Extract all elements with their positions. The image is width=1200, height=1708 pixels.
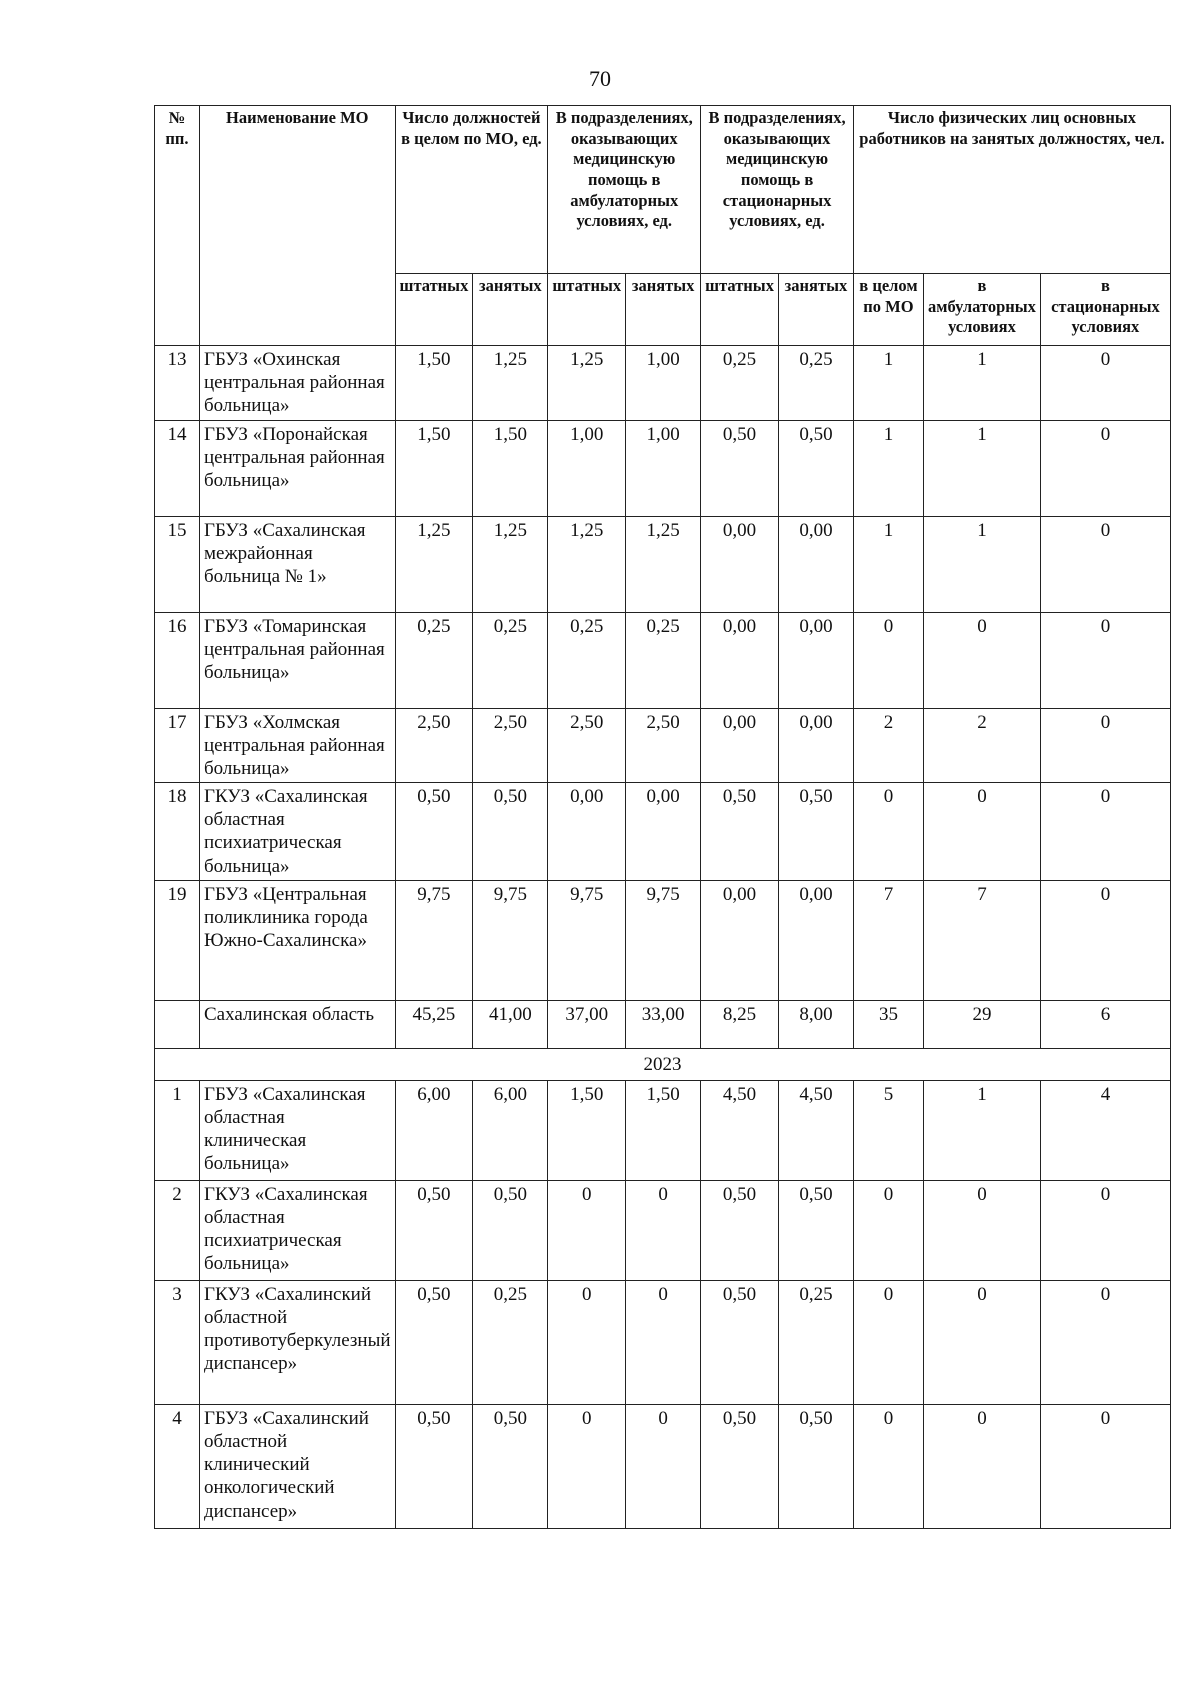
value-cell: 8,25 <box>701 1000 779 1048</box>
value-cell: 1,00 <box>626 346 701 421</box>
row-number: 13 <box>155 346 200 421</box>
value-cell: 0 <box>1040 1404 1170 1528</box>
value-cell: 1,25 <box>548 516 626 612</box>
row-number: 17 <box>155 708 200 783</box>
value-cell: 0 <box>853 612 923 708</box>
value-cell: 1,25 <box>473 516 548 612</box>
header-group-persons: Число физических лиц основных работников на занятых должностях, чел. <box>853 106 1170 274</box>
value-cell: 0 <box>853 1280 923 1404</box>
value-cell: 1,25 <box>473 346 548 421</box>
value-cell: 0 <box>626 1180 701 1280</box>
value-cell: 0,50 <box>701 783 779 881</box>
value-cell: 29 <box>923 1000 1040 1048</box>
table-row <box>155 783 1171 881</box>
value-cell: 1,50 <box>548 1080 626 1180</box>
table-row <box>155 880 1171 1000</box>
organization-name: ГБУЗ «Холмская центральная районная больница» <box>200 708 396 783</box>
table-row <box>155 1080 1171 1180</box>
value-cell: 33,00 <box>626 1000 701 1048</box>
value-cell: 1 <box>923 1080 1040 1180</box>
value-cell: 45,25 <box>395 1000 473 1048</box>
header-group-total: Число должностей в целом по МО, ед. <box>395 106 548 274</box>
value-cell: 1,50 <box>395 420 473 516</box>
header-zanyat: занятых <box>778 274 853 346</box>
value-cell: 37,00 <box>548 1000 626 1048</box>
staffing-table <box>154 105 1171 1529</box>
table-row <box>155 1180 1171 1280</box>
value-cell: 2,50 <box>395 708 473 783</box>
organization-name: ГБУЗ «Сахалинская областная клиническая больница» <box>200 1080 396 1180</box>
table-row <box>155 612 1171 708</box>
total-row <box>155 1000 1171 1048</box>
value-cell: 2,50 <box>548 708 626 783</box>
header-no: № пп. <box>155 106 200 346</box>
value-cell: 8,00 <box>778 1000 853 1048</box>
value-cell: 7 <box>923 880 1040 1000</box>
table-row <box>155 1404 1171 1528</box>
value-cell: 1 <box>923 346 1040 421</box>
header-zanyat: занятых <box>626 274 701 346</box>
value-cell: 5 <box>853 1080 923 1180</box>
value-cell: 0,50 <box>701 420 779 516</box>
value-cell: 0,50 <box>778 1180 853 1280</box>
table-row <box>155 516 1171 612</box>
value-cell: 0,25 <box>701 346 779 421</box>
value-cell: 4 <box>1040 1080 1170 1180</box>
value-cell: 0 <box>548 1404 626 1528</box>
value-cell: 0 <box>1040 783 1170 881</box>
page-number: 70 <box>589 66 611 91</box>
value-cell: 0,00 <box>778 880 853 1000</box>
value-cell: 0 <box>1040 420 1170 516</box>
value-cell: 7 <box>853 880 923 1000</box>
value-cell: 1,00 <box>548 420 626 516</box>
header-group-amb: В подразделениях, оказывающих медицинскую помощь в амбулаторных условиях, ед. <box>548 106 701 274</box>
value-cell: 41,00 <box>473 1000 548 1048</box>
header-name: Наименование МО <box>200 106 396 346</box>
row-number <box>155 1000 200 1048</box>
value-cell: 0,00 <box>701 612 779 708</box>
value-cell: 0,50 <box>395 1280 473 1404</box>
value-cell: 1,25 <box>395 516 473 612</box>
value-cell: 6,00 <box>473 1080 548 1180</box>
header-shtat: штатных <box>701 274 779 346</box>
row-number: 19 <box>155 880 200 1000</box>
value-cell: 0 <box>626 1280 701 1404</box>
value-cell: 0,50 <box>701 1280 779 1404</box>
value-cell: 0 <box>853 1404 923 1528</box>
value-cell: 0 <box>923 1280 1040 1404</box>
row-number: 14 <box>155 420 200 516</box>
value-cell: 0 <box>1040 1280 1170 1404</box>
value-cell: 0,50 <box>701 1180 779 1280</box>
organization-name: ГБУЗ «Сахалинский областной клинический онкологический диспансер» <box>200 1404 396 1528</box>
value-cell: 0 <box>1040 1180 1170 1280</box>
value-cell: 9,75 <box>548 880 626 1000</box>
value-cell: 0,25 <box>473 612 548 708</box>
value-cell: 0 <box>923 612 1040 708</box>
value-cell: 0,50 <box>473 1404 548 1528</box>
value-cell: 0 <box>626 1404 701 1528</box>
value-cell: 2 <box>853 708 923 783</box>
value-cell: 0,00 <box>701 516 779 612</box>
header-shtat: штатных <box>548 274 626 346</box>
value-cell: 0 <box>1040 880 1170 1000</box>
value-cell: 1,50 <box>473 420 548 516</box>
value-cell: 9,75 <box>626 880 701 1000</box>
value-cell: 0,25 <box>473 1280 548 1404</box>
value-cell: 4,50 <box>778 1080 853 1180</box>
value-cell: 0 <box>548 1280 626 1404</box>
row-number: 16 <box>155 612 200 708</box>
value-cell: 0 <box>923 1180 1040 1280</box>
table-row <box>155 346 1171 421</box>
header-persons-amb: в амбулаторных условиях <box>923 274 1040 346</box>
value-cell: 0,25 <box>626 612 701 708</box>
value-cell: 0,25 <box>778 346 853 421</box>
value-cell: 6,00 <box>395 1080 473 1180</box>
year-row <box>155 1048 1171 1080</box>
value-cell: 1,50 <box>626 1080 701 1180</box>
row-number: 18 <box>155 783 200 881</box>
table-row <box>155 708 1171 783</box>
value-cell: 1,50 <box>395 346 473 421</box>
value-cell: 0,50 <box>473 783 548 881</box>
value-cell: 0,25 <box>548 612 626 708</box>
organization-name: ГБУЗ «Центральная поликлиника города Южно-Сахалинска» <box>200 880 396 1000</box>
row-number: 15 <box>155 516 200 612</box>
value-cell: 0,50 <box>701 1404 779 1528</box>
value-cell: 0 <box>1040 708 1170 783</box>
header-persons-stat: в стационарных условиях <box>1040 274 1170 346</box>
value-cell: 0,25 <box>395 612 473 708</box>
value-cell: 0,00 <box>778 708 853 783</box>
value-cell: 1,25 <box>626 516 701 612</box>
header-persons-total: в целом по МО <box>853 274 923 346</box>
value-cell: 1,00 <box>626 420 701 516</box>
value-cell: 0,00 <box>626 783 701 881</box>
staffing-table-container <box>154 105 1171 1529</box>
value-cell: 1 <box>923 516 1040 612</box>
value-cell: 0 <box>853 783 923 881</box>
organization-name: ГБУЗ «Томаринская центральная районная больница» <box>200 612 396 708</box>
value-cell: 1 <box>853 420 923 516</box>
value-cell: 4,50 <box>701 1080 779 1180</box>
value-cell: 0,00 <box>778 516 853 612</box>
value-cell: 0,50 <box>778 783 853 881</box>
value-cell: 0,50 <box>778 420 853 516</box>
value-cell: 1 <box>923 420 1040 516</box>
value-cell: 0 <box>1040 346 1170 421</box>
value-cell: 0,00 <box>778 612 853 708</box>
header-zanyat: занятых <box>473 274 548 346</box>
value-cell: 0 <box>1040 516 1170 612</box>
row-number: 4 <box>155 1404 200 1528</box>
value-cell: 1,25 <box>548 346 626 421</box>
value-cell: 9,75 <box>473 880 548 1000</box>
value-cell: 2,50 <box>473 708 548 783</box>
value-cell: 0 <box>853 1180 923 1280</box>
value-cell: 6 <box>1040 1000 1170 1048</box>
row-number: 3 <box>155 1280 200 1404</box>
value-cell: 0 <box>1040 612 1170 708</box>
row-number: 1 <box>155 1080 200 1180</box>
value-cell: 0,00 <box>701 880 779 1000</box>
value-cell: 0 <box>923 783 1040 881</box>
organization-name: ГБУЗ «Поронайская центральная районная больница» <box>200 420 396 516</box>
value-cell: 2,50 <box>626 708 701 783</box>
value-cell: 9,75 <box>395 880 473 1000</box>
value-cell: 1 <box>853 346 923 421</box>
value-cell: 0,00 <box>548 783 626 881</box>
organization-name: ГБУЗ «Сахалинская межрайонная больница № 1» <box>200 516 396 612</box>
organization-name: ГКУЗ «Сахалинская областная психиатрическая больница» <box>200 783 396 881</box>
header-group-stat: В подразделениях, оказывающих медицинскую помощь в стационарных условиях, ед. <box>701 106 854 274</box>
value-cell: 2 <box>923 708 1040 783</box>
value-cell: 35 <box>853 1000 923 1048</box>
table-row <box>155 420 1171 516</box>
value-cell: 0 <box>923 1404 1040 1528</box>
value-cell: 0 <box>548 1180 626 1280</box>
value-cell: 0,50 <box>473 1180 548 1280</box>
year-label: 2023 <box>155 1048 1171 1080</box>
header-shtat: штатных <box>395 274 473 346</box>
organization-name: ГКУЗ «Сахалинский областной противотуберкулезный диспансер» <box>200 1280 396 1404</box>
organization-name: ГБУЗ «Охинская центральная районная больница» <box>200 346 396 421</box>
value-cell: 1 <box>853 516 923 612</box>
organization-name: ГКУЗ «Сахалинская областная психиатрическая больница» <box>200 1180 396 1280</box>
organization-name: Сахалинская область <box>200 1000 396 1048</box>
value-cell: 0,50 <box>395 1180 473 1280</box>
value-cell: 0,00 <box>701 708 779 783</box>
value-cell: 0,25 <box>778 1280 853 1404</box>
value-cell: 0,50 <box>778 1404 853 1528</box>
value-cell: 0,50 <box>395 783 473 881</box>
value-cell: 0,50 <box>395 1404 473 1528</box>
table-row <box>155 1280 1171 1404</box>
row-number: 2 <box>155 1180 200 1280</box>
